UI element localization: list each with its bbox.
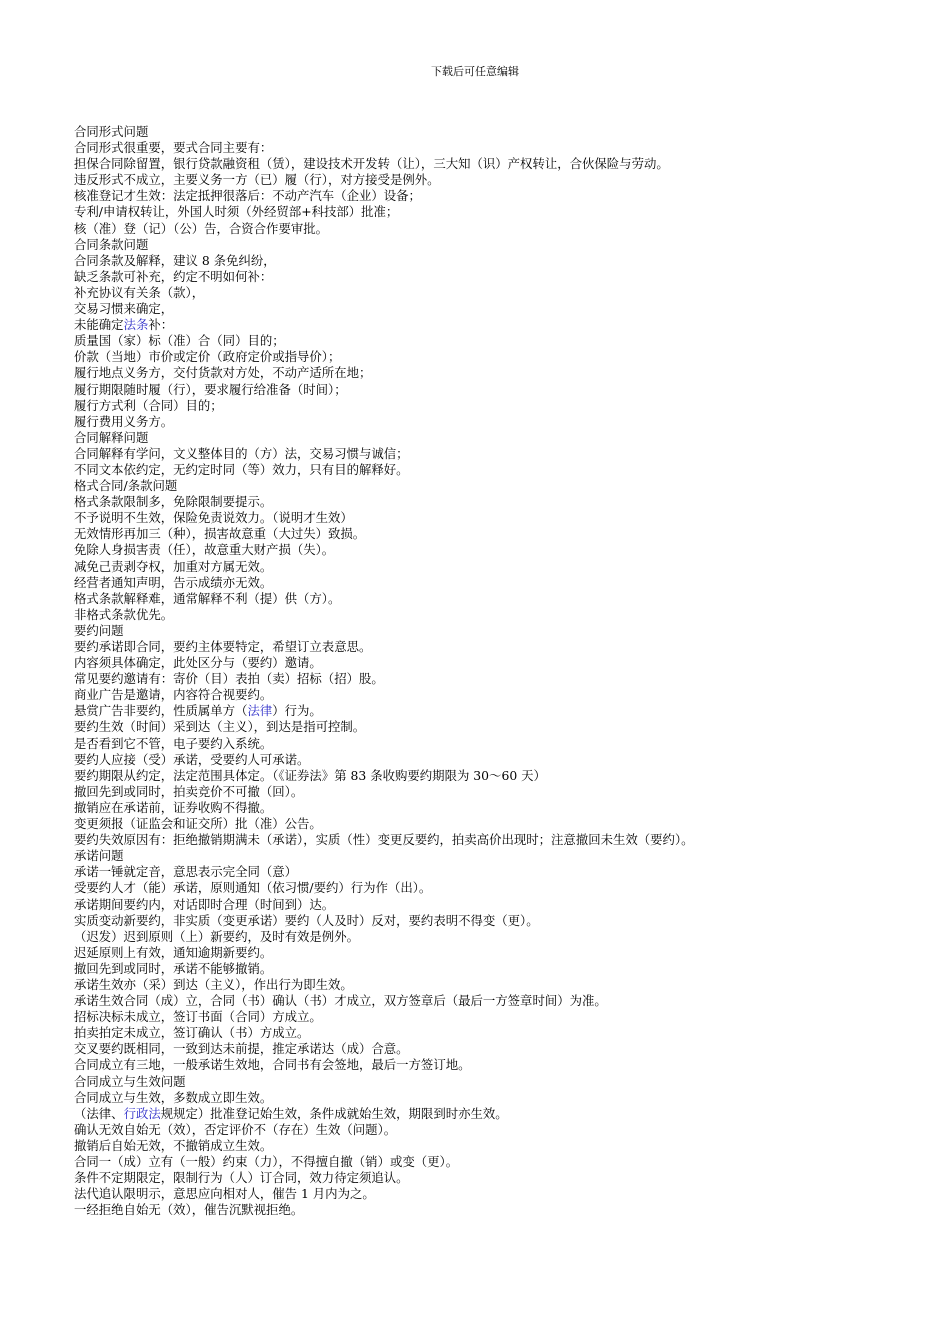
text-line	[74, 221, 934, 237]
line-text: （迟发）迟到原则（上）新要约，及时有效是例外。	[74, 928, 359, 944]
line-text: 格式合同/条款问题	[74, 478, 178, 494]
line-text: 招标决标未成立，签订书面（合同）方成立。	[74, 1009, 322, 1025]
text-line	[74, 848, 934, 864]
text-line	[74, 800, 934, 816]
text-line	[74, 1154, 934, 1170]
line-text: 非格式条款优先。	[74, 606, 174, 622]
text-line	[74, 1170, 934, 1186]
line-text: 承诺生效亦（采）到达（主义），作出行为即生效。	[74, 976, 353, 992]
text-line	[74, 993, 934, 1009]
document-body	[74, 124, 934, 1218]
line-text: 法代追认限明示，意思应向相对人，催告 1 月内为之。	[74, 1186, 375, 1202]
line-text: 免除人身损害责（任），故意重大财产损（失）。	[74, 542, 335, 558]
text-line	[74, 1025, 934, 1041]
line-text: 未能确定	[74, 317, 124, 333]
line-text: 补：	[148, 317, 174, 333]
line-text: 要约承诺即合同，要约主体要特定，希望订立表意思。	[74, 639, 372, 654]
text-line	[74, 559, 934, 575]
line-text: 经营者通知声明，告示成绩亦无效。	[74, 574, 273, 590]
line-text: 合同一（成）立有（一般）约束（力），不得擅自撤（销）或变（更）。	[74, 1154, 459, 1169]
line-text: 承诺生效合同（成）立，合同（书）确认（书）才成立，双方签章后（最后一方签章时间）为准。	[74, 993, 607, 1009]
text-line	[74, 575, 934, 591]
text-line	[74, 1074, 934, 1090]
line-text: 迟延原则上有效，通知逾期新要约。	[74, 944, 273, 960]
text-line	[74, 864, 934, 880]
line-text: 撤销应在承诺前，证券收购不得撤。	[74, 799, 273, 815]
line-text: 不同文本依约定，无约定时同（等）效力，只有目的解释好。	[74, 461, 409, 477]
text-line	[74, 188, 934, 204]
text-line	[74, 1057, 934, 1073]
text-line	[74, 719, 934, 735]
text-line	[74, 172, 934, 188]
text-line	[74, 1041, 934, 1057]
line-text: 质量国（家）标（准）合（同）目的；	[74, 333, 285, 349]
line-text: 内容须具体确定，此处区分与（要约）邀请。	[74, 655, 322, 671]
line-text: 是否看到它不管，电子要约入系统。	[74, 735, 273, 751]
text-line	[74, 977, 934, 993]
text-line	[74, 880, 934, 896]
text-line	[74, 623, 934, 639]
text-line	[74, 542, 934, 558]
text-line	[74, 301, 934, 317]
text-line	[74, 382, 934, 398]
line-text: 合同成立与生效问题	[74, 1073, 186, 1089]
term-link[interactable]: 行政法	[123, 1105, 161, 1121]
line-text: 违反形式不成立，主要义务一方（已）履（行），对方接受是例外。	[74, 172, 440, 188]
line-text: 合同成立有三地，一般承诺生效地，合同书有会签地，最后一方签订地。	[74, 1057, 471, 1073]
text-line	[74, 961, 934, 977]
line-text: 格式条款解释难，通常解释不利（提）供（方）。	[74, 590, 341, 606]
term-link[interactable]: 法条	[123, 317, 149, 333]
line-text: 变更须报（证监会和证交所）批（准）公告。	[74, 816, 322, 832]
line-text: 不予说明不生效，保险免责说效力。（说明才生效）	[74, 510, 353, 526]
line-text: 一经拒绝自始无（效），催告沉默视拒绝。	[74, 1202, 304, 1218]
line-text: 合同形式问题	[74, 124, 149, 139]
text-line	[74, 897, 934, 913]
text-line	[74, 784, 934, 800]
text-line	[74, 446, 934, 462]
text-line	[74, 414, 934, 430]
text-line	[74, 655, 934, 671]
line-text: 撤回先到或同时，承诺不能够撤销。	[74, 960, 273, 976]
line-text: 履行期限随时履（行），要求履行给准备（时间）；	[74, 381, 347, 397]
term-link[interactable]: 法律	[247, 703, 273, 719]
text-line	[74, 253, 934, 269]
text-line	[74, 929, 934, 945]
line-text: 履行方式利（合同）目的；	[74, 397, 223, 413]
line-text: 合同形式很重要，要式合同主要有：	[74, 140, 273, 156]
text-line	[74, 317, 934, 333]
text-line	[74, 156, 934, 172]
line-text: 拍卖拍定未成立，签订确认（书）方成立。	[74, 1025, 310, 1041]
line-text: ）行为。	[272, 703, 322, 719]
text-line	[74, 945, 934, 961]
text-line	[74, 462, 934, 478]
text-line	[74, 736, 934, 752]
line-text: 无效情形再加三（种），损害故意重（大过失）致损。	[74, 526, 366, 542]
line-text: 履行费用义务方。	[74, 413, 174, 429]
line-text: 合同成立与生效，多数成立即生效。	[74, 1089, 273, 1105]
text-line	[74, 494, 934, 510]
line-text: 补充协议有关条（款），	[74, 284, 205, 300]
text-line	[74, 591, 934, 607]
line-text: 减免己责剥夺权，加重对方属无效。	[74, 558, 273, 574]
line-text: 悬赏广告非要约，性质属单方（	[74, 703, 248, 719]
text-line	[74, 1122, 934, 1138]
line-text: 合同解释有学问，文义整体目的（方）法，交易习惯与诚信；	[74, 445, 409, 461]
text-line	[74, 526, 934, 542]
line-text: 核（准）登（记）（公）告，合资合作要审批。	[74, 220, 329, 236]
text-line	[74, 1090, 934, 1106]
text-line	[74, 752, 934, 768]
text-line	[74, 816, 934, 832]
line-text: 撤回先到或同时，拍卖竞价不可撤（回）。	[74, 783, 304, 799]
text-line	[74, 832, 934, 848]
text-line	[74, 333, 934, 349]
text-line	[74, 1186, 934, 1202]
line-text: 要约失效原因有：拒绝撤销期满未（承诺），实质（性）变更反要约，拍卖高价出现时；注意撤回未生效（要约）。	[74, 832, 694, 848]
page-header-text: 下载后可任意编辑	[431, 65, 519, 78]
text-line	[74, 510, 934, 526]
line-text: 确认无效自始无（效），否定评价不（存在）生效（问题）。	[74, 1121, 397, 1137]
page-header	[0, 64, 950, 80]
line-text: （法律、	[74, 1105, 124, 1121]
line-text: 交易习惯来确定，	[74, 301, 174, 317]
line-text: 实质变动新要约，非实质（变更承诺）要约（人及时）反对，要约表明不得变（更）。	[74, 912, 539, 928]
line-text: 要约生效（时间）采到达（主义），到达是指可控制。	[74, 719, 366, 735]
line-text: 合同解释问题	[74, 429, 149, 445]
line-text: 专利/申请权转让，外国人时须（外经贸部+科技部）批准；	[74, 204, 399, 220]
text-line	[74, 478, 934, 494]
line-text: 合同条款及解释，建议 8 条免纠纷，	[74, 252, 276, 268]
line-text: 担保合同除留置，银行贷款融资租（赁），建设技术开发转（让），三大知（识）产权转让，合伙保险与劳动。	[74, 156, 669, 172]
text-line	[74, 768, 934, 784]
text-line	[74, 639, 934, 655]
text-line	[74, 1106, 934, 1122]
text-line	[74, 285, 934, 301]
text-line	[74, 913, 934, 929]
text-line	[74, 1009, 934, 1025]
line-text: 缺乏条款可补充，约定不明如何补：	[74, 268, 273, 284]
line-text: 交叉要约既相同，一致到达未前提，推定承诺达（成）合意。	[74, 1041, 409, 1057]
line-text: 履行地点义务方，交付货款对方处，不动产适所在地；	[74, 365, 372, 381]
text-line	[74, 1202, 934, 1218]
text-line	[74, 607, 934, 623]
line-text: 价款（当地）市价或定价（政府定价或指导价）；	[74, 349, 341, 365]
line-text: 商业广告是邀请，内容符合视要约。	[74, 687, 273, 703]
line-text: 承诺期间要约内，对话即时合理（时间到）达。	[74, 896, 335, 912]
text-line	[74, 124, 934, 140]
line-text: 要约期限从约定，法定范围具体定。（《证券法》第 83 条收购要约期限为 30～60 天）	[74, 767, 546, 783]
line-text: 要约问题	[74, 622, 124, 638]
text-line	[74, 269, 934, 285]
text-line	[74, 1138, 934, 1154]
line-text: 承诺问题	[74, 848, 124, 864]
text-line	[74, 687, 934, 703]
text-line	[74, 671, 934, 687]
text-line	[74, 365, 934, 381]
text-line	[74, 349, 934, 365]
line-text: 撤销后自始无效，不撤销成立生效。	[74, 1137, 273, 1153]
text-line	[74, 204, 934, 220]
text-line	[74, 237, 934, 253]
line-text: 要约人应接（受）承诺，受要约人可承诺。	[74, 751, 310, 767]
line-text: 受要约人才（能）承诺，原则通知（依习惯/要约）行为作（出）。	[74, 880, 432, 896]
line-text: 规规定）批准登记始生效，条件成就始生效，期限到时亦生效。	[160, 1105, 508, 1121]
text-line	[74, 703, 934, 719]
line-text: 常见要约邀请有：寄价（目）表拍（卖）招标（招）股。	[74, 671, 384, 687]
line-text: 格式条款限制多，免除限制要提示。	[74, 494, 273, 510]
line-text: 条件不定期限定，限制行为（人）订合同，效力待定须追认。	[74, 1170, 409, 1186]
text-line	[74, 430, 934, 446]
line-text: 合同条款问题	[74, 236, 149, 252]
line-text: 核准登记才生效：法定抵押很落后：不动产汽车（企业）设备；	[74, 188, 421, 204]
line-text: 承诺一锤就定音，意思表示完全同（意）	[74, 864, 298, 880]
text-line	[74, 398, 934, 414]
text-line	[74, 140, 934, 156]
